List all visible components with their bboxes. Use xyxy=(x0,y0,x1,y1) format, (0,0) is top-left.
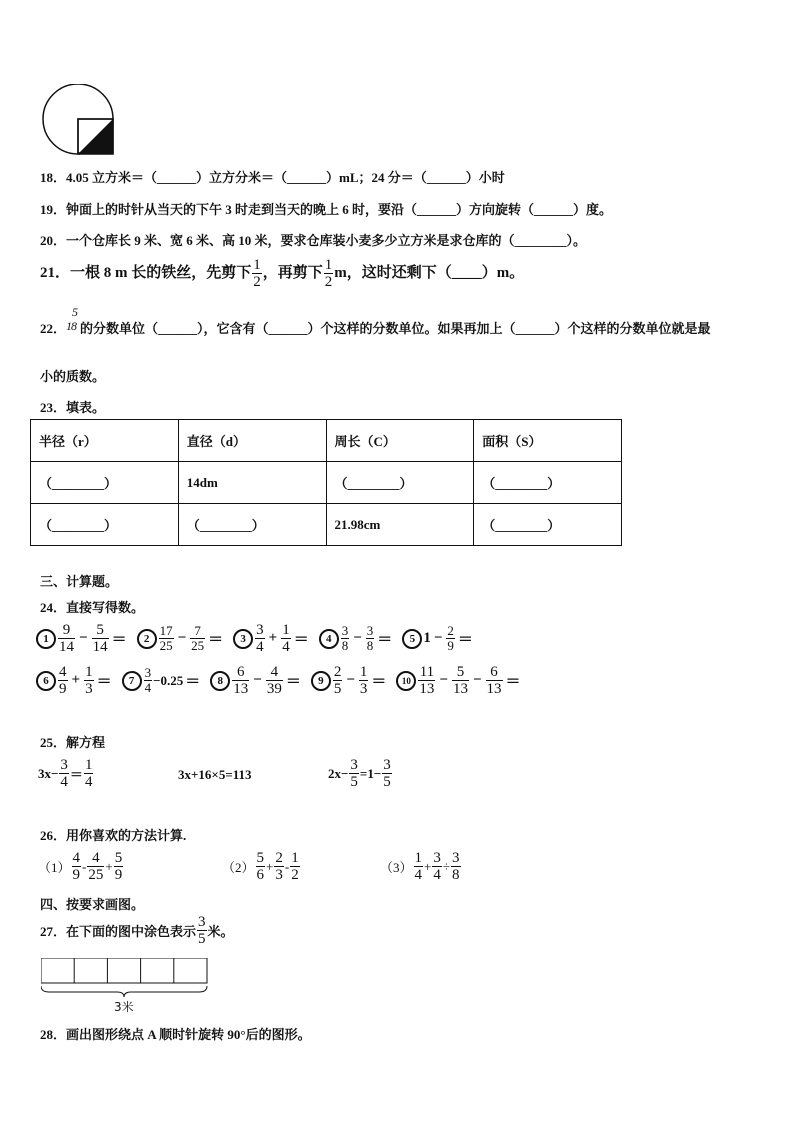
equation-2: 3x+16×5=113 xyxy=(178,767,252,782)
fill-table xyxy=(30,419,622,546)
calc-item-8: 8 $\frac{6}{13}$ − $\frac{4}{39}$ ＝ xyxy=(210,664,301,697)
table-header-cell: 周长（C） xyxy=(326,420,474,462)
calc-item-10: 10 $\frac{11}{13}$ − $\frac{5}{13}$ − $\frac{6}{13}$ ＝ xyxy=(396,664,520,697)
calc-item-4: 4 $\frac{3}{8}$ − $\frac{3}{8}$ ＝ xyxy=(319,624,393,653)
calc-item-3: 3 $\frac{3}{4}$ + $\frac{1}{4}$ ＝ xyxy=(233,622,309,655)
table-cell[interactable]: （________） xyxy=(31,504,179,546)
table-cell[interactable]: （________） xyxy=(474,504,622,546)
calc-row-2 xyxy=(36,664,521,697)
question-23-title: 23．填表。 xyxy=(40,400,106,415)
table-cell: 14dm xyxy=(178,462,326,504)
table-header-cell: 半径（r） xyxy=(31,420,179,462)
table-cell: 21.98cm xyxy=(326,504,474,546)
calc-row-1 xyxy=(36,622,473,655)
expression-1: （1） $\frac{4}{9}$ - $\frac{4}{25}$ + $\frac{5}{9}$ xyxy=(38,850,123,883)
question-26-title: 26．用你喜欢的方法计算. xyxy=(40,828,187,843)
calc-item-7: 7 $\frac{3}{4}$ −0.25 ＝ xyxy=(122,666,201,695)
section-4-heading: 四、按要求画图。 xyxy=(40,897,145,912)
table-header-row xyxy=(31,420,622,462)
section-3-heading: 三、计算题。 xyxy=(40,574,119,589)
question-22: 22． 1 5 8 的分数单位（______），它含有（______）个这样的分数单位。如果再加上（______）个这样的分数单位就是最 xyxy=(40,305,711,336)
expression-2: （2） $\frac{5}{6}$ + $\frac{2}{3}$ - $\frac{1}{2}$ xyxy=(222,850,299,883)
question-28: 28．画出图形绕点 A 顺时针旋转 90°后的图形。 xyxy=(40,1027,311,1042)
question-24-title: 24．直接写得数。 xyxy=(40,600,145,615)
circle-figure xyxy=(40,84,120,156)
calc-item-9: 9 $\frac{2}{5}$ − $\frac{1}{3}$ ＝ xyxy=(311,664,387,697)
expression-3: （3） $\frac{1}{4}$ + $\frac{3}{4}$ ÷ $\frac{3}{8}$ xyxy=(380,850,460,883)
question-27: 27．在下面的图中涂色表示 $\frac{3}{5}$ 米。 xyxy=(40,914,234,947)
equation-1: 3x− $\frac{3}{4}$ ＝ $\frac{1}{4}$ xyxy=(38,757,93,790)
calc-item-1: 1 $\frac{9}{14}$ − $\frac{5}{14}$ ＝ xyxy=(36,622,127,655)
table-header-cell: 面积（S） xyxy=(474,420,622,462)
table-cell[interactable]: （________） xyxy=(474,462,622,504)
question-25-title: 25．解方程 xyxy=(40,735,106,750)
table-row xyxy=(31,462,622,504)
question-22-line2: 小的质数。 xyxy=(40,369,106,384)
table-cell[interactable]: （________） xyxy=(326,462,474,504)
question-18: 18．4.05 立方米＝（______）立方分米＝（______）mL；24 分＝（______）小时 xyxy=(40,170,505,185)
calc-item-5: 5 1 − $\frac{2}{9}$ ＝ xyxy=(402,624,473,653)
table-header-cell: 直径（d） xyxy=(178,420,326,462)
question-20: 20．一个仓库长 9 米、宽 6 米、高 10 米，要求仓库装小麦多少立方米是求仓库的（________）。 xyxy=(40,233,587,248)
table-cell[interactable]: （________） xyxy=(31,462,179,504)
table-row xyxy=(31,504,622,546)
equation-3: 2x− $\frac{3}{5}$ =1− $\frac{3}{5}$ xyxy=(328,757,391,790)
calc-item-2: 2 $\frac{17}{25}$ − $\frac{7}{25}$ ＝ xyxy=(137,624,224,653)
calc-item-6: 6 $\frac{4}{9}$ + $\frac{1}{3}$ ＝ xyxy=(36,664,112,697)
question-19: 19．钟面上的时针从当天的下午 3 时走到当天的晚上 6 时，要沿（______）方向旋转（______）度。 xyxy=(40,202,613,217)
table-cell[interactable]: （________） xyxy=(178,504,326,546)
question-21: 21．一根 8 m 长的铁丝，先剪下 $\frac{1}{2}$ ，再剪下 $\frac{1}{2}$ m，这时还剩下（____）m。 xyxy=(40,257,525,290)
bar-label: 3米 xyxy=(114,1000,134,1014)
